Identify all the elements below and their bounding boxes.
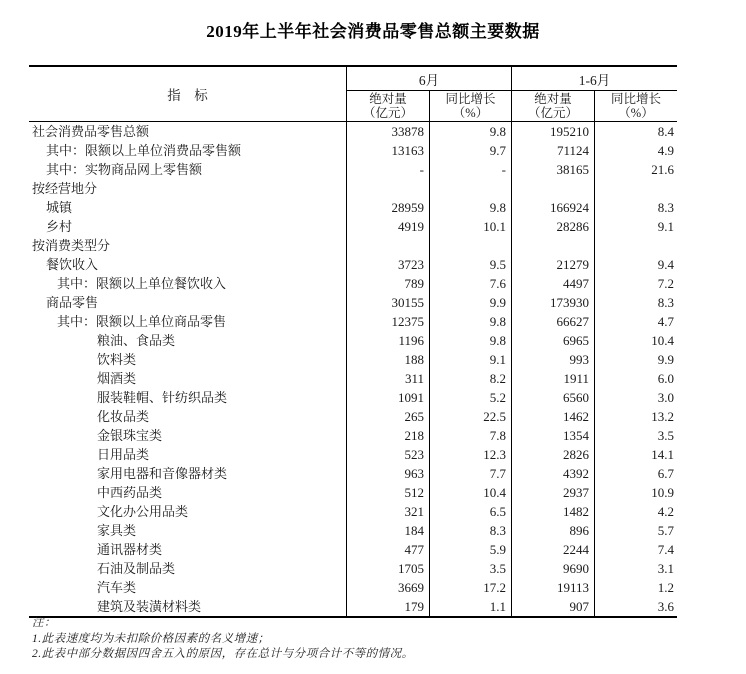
note-item: 1.此表速度均为未扣除价格因素的名义增速； xyxy=(32,632,270,645)
row-value: 7.2 xyxy=(657,276,674,291)
row-value: 3723 xyxy=(347,255,430,274)
table-row xyxy=(29,350,677,369)
header-subcol-line2: （%） xyxy=(618,106,654,120)
notes-label: 注： xyxy=(32,617,56,629)
row-label: 中西药品类 xyxy=(29,483,347,502)
row-value: 6.7 xyxy=(657,466,674,481)
row-value: 789 xyxy=(347,274,430,293)
header-subcol-line1: 绝对量 xyxy=(534,92,572,106)
header-subcol-line1: 同比增长 xyxy=(610,92,661,106)
row-label: 城镇 xyxy=(29,198,347,217)
header-subcol-line2: （亿元） xyxy=(527,106,578,120)
row-value: 3.0 xyxy=(657,390,674,405)
row-value: 9.8 xyxy=(430,198,512,217)
table-row xyxy=(29,483,677,502)
table-row xyxy=(29,540,677,559)
row-value: 9.1 xyxy=(430,350,512,369)
row-value: 166924 xyxy=(512,198,595,217)
row-value: 9.8 xyxy=(430,122,512,141)
row-value: 8.3 xyxy=(430,521,512,540)
header-group-jan-june: 1-6月 xyxy=(512,67,677,91)
row-value: 512 xyxy=(347,483,430,502)
row-label: 餐饮收入 xyxy=(29,255,347,274)
row-value: 19113 xyxy=(512,578,595,597)
row-value: 3.5 xyxy=(657,428,674,443)
row-value: 1462 xyxy=(512,407,595,426)
row-label: 按经营地分 xyxy=(29,179,347,198)
header-subcol-abs-june xyxy=(347,91,430,121)
row-value: 6.5 xyxy=(430,502,512,521)
row-value: 8.3 xyxy=(657,200,674,215)
row-value: 218 xyxy=(347,426,430,445)
table-row xyxy=(29,597,677,616)
row-value: 188 xyxy=(347,350,430,369)
row-value xyxy=(595,179,677,198)
row-value: 71124 xyxy=(512,141,595,160)
row-value xyxy=(347,179,430,198)
row-value: 10.1 xyxy=(430,217,512,236)
row-value: 33878 xyxy=(347,122,430,141)
table-row xyxy=(29,578,677,597)
row-label: 石油及制品类 xyxy=(29,559,347,578)
row-value: 22.5 xyxy=(430,407,512,426)
row-value: 6560 xyxy=(512,388,595,407)
row-label: 商品零售 xyxy=(29,293,347,312)
table-row xyxy=(29,407,677,426)
row-value: 1.1 xyxy=(430,597,512,616)
row-label: 粮油、食品类 xyxy=(29,331,347,350)
row-value: 1354 xyxy=(512,426,595,445)
row-value: 8.2 xyxy=(430,369,512,388)
row-value xyxy=(512,179,595,198)
table-body xyxy=(29,122,677,616)
table-row xyxy=(29,217,677,236)
row-label: 日用品类 xyxy=(29,445,347,464)
row-value: 38165 xyxy=(512,160,595,179)
row-label: 金银珠宝类 xyxy=(29,426,347,445)
table-row xyxy=(29,464,677,483)
row-value: 4497 xyxy=(512,274,595,293)
row-value: 4.9 xyxy=(657,143,674,158)
table-row xyxy=(29,255,677,274)
row-value: 173930 xyxy=(512,293,595,312)
header-subcol-line2: （亿元） xyxy=(362,106,413,120)
row-value: 28286 xyxy=(512,217,595,236)
row-value: 8.3 xyxy=(657,295,674,310)
row-value: 17.2 xyxy=(430,578,512,597)
table-row xyxy=(29,198,677,217)
row-label: 服装鞋帽、针纺织品类 xyxy=(29,388,347,407)
header-indicator: 指 标 xyxy=(29,67,347,121)
row-value: 3.5 xyxy=(430,559,512,578)
header-subcol-line2: （%） xyxy=(452,106,489,120)
row-value: 1196 xyxy=(347,331,430,350)
table-row xyxy=(29,426,677,445)
row-value: 963 xyxy=(347,464,430,483)
row-label: 建筑及装潢材料类 xyxy=(29,597,347,616)
row-value: 7.4 xyxy=(657,542,674,557)
table-row xyxy=(29,179,677,198)
row-value: 21279 xyxy=(512,255,595,274)
table-row xyxy=(29,141,677,160)
row-value: 4392 xyxy=(512,464,595,483)
row-value: 3669 xyxy=(347,578,430,597)
row-value: 311 xyxy=(347,369,430,388)
row-value: 13.2 xyxy=(651,409,674,424)
table-row xyxy=(29,388,677,407)
row-value: 21.6 xyxy=(651,162,674,177)
row-label: 乡村 xyxy=(29,217,347,236)
row-value xyxy=(430,179,512,198)
table-row xyxy=(29,369,677,388)
row-label: 饮料类 xyxy=(29,350,347,369)
table-row xyxy=(29,445,677,464)
table-header xyxy=(29,67,677,122)
row-value: 9.5 xyxy=(430,255,512,274)
row-value: 4919 xyxy=(347,217,430,236)
row-label: 文化办公用品类 xyxy=(29,502,347,521)
row-value xyxy=(347,236,430,255)
row-value: 9.9 xyxy=(657,352,674,367)
row-value: 28959 xyxy=(347,198,430,217)
row-value: 66627 xyxy=(512,312,595,331)
row-value: 195210 xyxy=(512,122,595,141)
data-table xyxy=(29,65,677,618)
note-item: 2.此表中部分数据因四舍五入的原因，存在总计与分项合计不等的情况。 xyxy=(32,648,414,660)
row-label: 社会消费品零售总额 xyxy=(29,122,347,141)
header-subcol-line1: 同比增长 xyxy=(445,92,496,106)
row-label: 烟酒类 xyxy=(29,369,347,388)
row-value: 10.4 xyxy=(651,333,674,348)
row-value: 6965 xyxy=(512,331,595,350)
row-value: 1091 xyxy=(347,388,430,407)
notes xyxy=(32,616,712,663)
row-label: 其中：限额以上单位消费品零售额 xyxy=(29,141,347,160)
row-label: 家用电器和音像器材类 xyxy=(29,464,347,483)
row-value: 4.7 xyxy=(657,314,674,329)
row-value xyxy=(430,236,512,255)
row-value: 12.3 xyxy=(430,445,512,464)
row-label: 汽车类 xyxy=(29,578,347,597)
row-label: 按消费类型分 xyxy=(29,236,347,255)
row-value: 1911 xyxy=(512,369,595,388)
row-value: 10.4 xyxy=(430,483,512,502)
row-value: 3.6 xyxy=(657,599,674,614)
header-subcol-line1: 绝对量 xyxy=(369,92,407,106)
row-value: 14.1 xyxy=(651,447,674,462)
row-value: 9.8 xyxy=(430,331,512,350)
row-value: 9.9 xyxy=(430,293,512,312)
row-value: 184 xyxy=(347,521,430,540)
row-value: 13163 xyxy=(347,141,430,160)
row-value: - xyxy=(347,160,430,179)
table-row xyxy=(29,160,677,179)
row-value: 1482 xyxy=(512,502,595,521)
row-value: 907 xyxy=(512,597,595,616)
row-value: 265 xyxy=(347,407,430,426)
row-value: 3.1 xyxy=(657,561,674,576)
row-value: 9.8 xyxy=(430,312,512,331)
table-row xyxy=(29,312,677,331)
row-value: - xyxy=(430,160,512,179)
row-value: 7.8 xyxy=(430,426,512,445)
row-label: 其中：实物商品网上零售额 xyxy=(29,160,347,179)
row-value: 7.6 xyxy=(430,274,512,293)
header-group-june: 6月 xyxy=(347,67,512,91)
row-value: 179 xyxy=(347,597,430,616)
row-value: 9.1 xyxy=(657,219,674,234)
table-row xyxy=(29,274,677,293)
row-value: 5.2 xyxy=(430,388,512,407)
page-title: 2019年上半年社会消费品零售总额主要数据 xyxy=(206,22,540,41)
row-value: 321 xyxy=(347,502,430,521)
table-row xyxy=(29,502,677,521)
row-value: 6.0 xyxy=(657,371,674,386)
row-value: 2826 xyxy=(512,445,595,464)
table-row xyxy=(29,559,677,578)
row-value: 5.9 xyxy=(430,540,512,559)
row-value: 1705 xyxy=(347,559,430,578)
row-value: 30155 xyxy=(347,293,430,312)
row-value: 7.7 xyxy=(430,464,512,483)
row-label: 化妆品类 xyxy=(29,407,347,426)
row-value: 9.7 xyxy=(430,141,512,160)
row-value: 2244 xyxy=(512,540,595,559)
table-row xyxy=(29,521,677,540)
row-value: 896 xyxy=(512,521,595,540)
row-value: 5.7 xyxy=(657,523,674,538)
row-label: 通讯器材类 xyxy=(29,540,347,559)
row-label: 其中：限额以上单位餐饮收入 xyxy=(29,274,347,293)
row-value: 9.4 xyxy=(657,257,674,272)
row-value: 10.9 xyxy=(651,485,674,500)
row-value: 8.4 xyxy=(657,124,674,139)
row-value: 1.2 xyxy=(657,580,674,595)
header-subcol-growth-jan-june xyxy=(595,91,677,121)
row-value xyxy=(512,236,595,255)
row-value: 477 xyxy=(347,540,430,559)
table-row xyxy=(29,122,677,141)
row-value: 2937 xyxy=(512,483,595,502)
row-value: 523 xyxy=(347,445,430,464)
table-row xyxy=(29,331,677,350)
header-subcol-growth-june xyxy=(430,91,512,121)
row-value: 4.2 xyxy=(657,504,674,519)
row-label: 其中：限额以上单位商品零售 xyxy=(29,312,347,331)
row-value: 12375 xyxy=(347,312,430,331)
row-value: 993 xyxy=(512,350,595,369)
row-label: 家具类 xyxy=(29,521,347,540)
row-value: 9690 xyxy=(512,559,595,578)
table-row xyxy=(29,236,677,255)
table-row xyxy=(29,293,677,312)
row-value xyxy=(595,236,677,255)
header-subcol-abs-jan-june xyxy=(512,91,595,121)
